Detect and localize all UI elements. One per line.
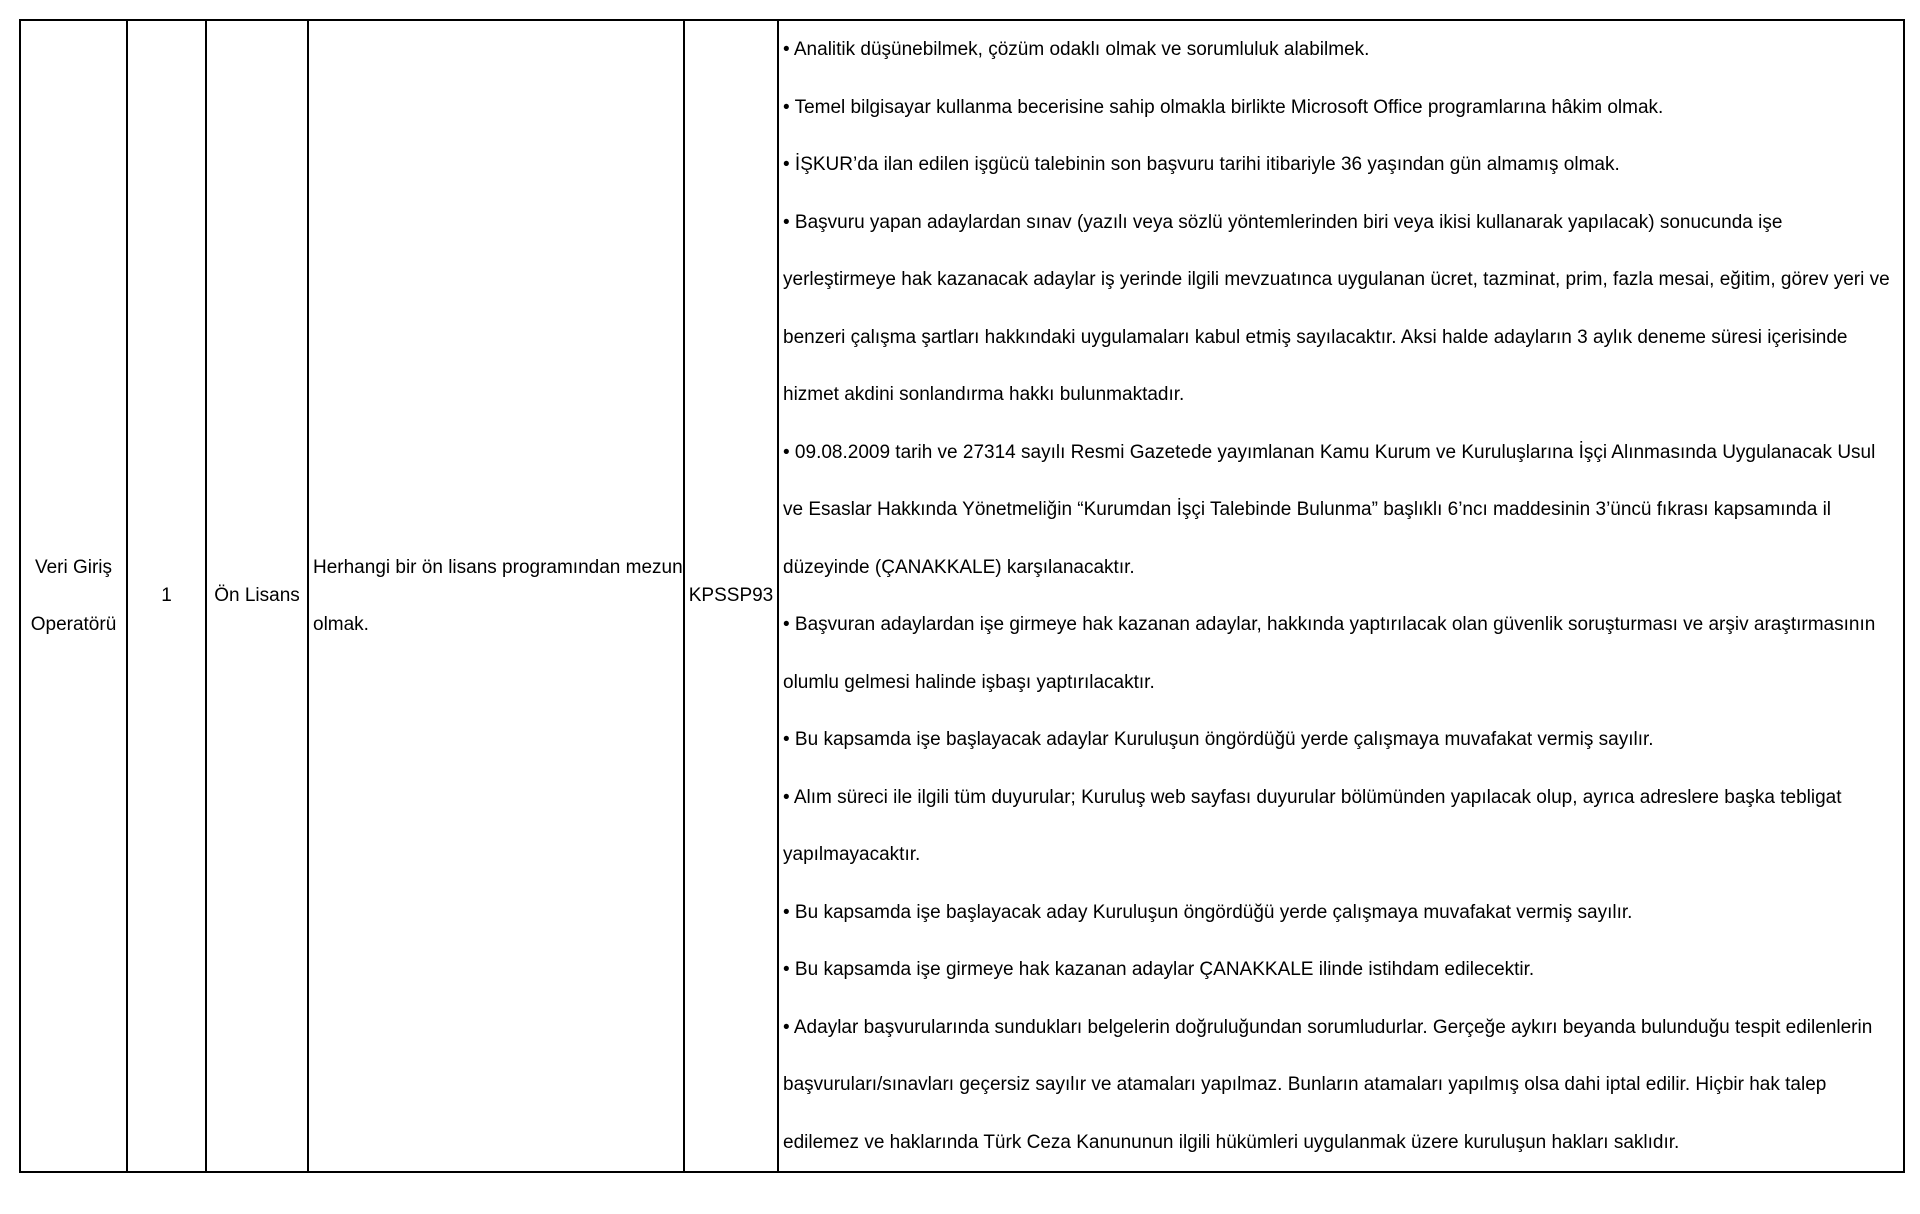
table-row <box>20 20 1904 1172</box>
requirement-item: • Temel bilgisayar kullanma becerisine sahip olmakla birlikte Microsoft Office programlarına hâkim olmak. <box>783 96 1664 118</box>
requirement-item: • Başvuran adaylardan işe girmeye hak kazanan adaylar, hakkında yaptırılacak olan güvenlik soruşturması ve arşiv araştırmasının olumlu gelmesi halinde işbaşı yaptırılacaktır. <box>783 614 1876 693</box>
job-posting-table <box>19 19 1905 1173</box>
requirement-item: • Analitik düşünebilmek, çözüm odaklı olmak ve sorumluluk alabilmek. <box>783 39 1370 60</box>
count-cell: 1 <box>127 20 206 1172</box>
position-cell: Veri Giriş Operatörü <box>20 20 127 1172</box>
requirement-item: • Bu kapsamda işe girmeye hak kazanan adaylar ÇANAKKALE ilinde istihdam edilecektir. <box>783 959 1535 980</box>
program-cell: Herhangi bir ön lisans programından mezun olmak. <box>308 20 684 1172</box>
education-cell: Ön Lisans <box>206 20 308 1172</box>
requirements-cell <box>778 20 1904 1172</box>
exam-cell: KPSSP93 <box>684 20 778 1172</box>
requirement-item: • Başvuru yapan adaylardan sınav (yazılı veya sözlü yöntemlerinden biri veya ikisi kullanarak yapılacak) sonucunda işe yerleştirmeye hak kazanacak adaylar iş yerinde ilgili mevzuatınca uygulanan ücret, tazminat, prim, fazla mesai, eğitim, görev yeri ve benzeri çalışma şartları hakkındaki uygulamaları kabul etmiş sayılacaktır. Aksi halde adayların 3 aylık deneme süresi içerisinde hizmet akdini sonlandırma hakkı bulunmaktadır. <box>783 211 1890 405</box>
requirement-item: • İŞKUR’da ilan edilen işgücü talebinin son başvuru tarihi itibariyle 36 yaşından gün almamış olmak. <box>783 154 1620 175</box>
requirement-item: • Adaylar başvurularında sundukları belgelerin doğruluğundan sorumludurlar. Gerçeğe aykırı beyanda bulunduğu tespit edilenlerin başvuruları/sınavları geçersiz sayılır ve atamaları yapılmaz. Bunların atamaları yapılmış olsa dahi iptal edilir. Hiçbir hak talep edilemez ve haklarında Türk Ceza Kanununun ilgili hükümleri uygulanmak üzere kuruluşun hakları saklıdır. <box>783 1016 1873 1153</box>
requirement-item: • Alım süreci ile ilgili tüm duyurular; Kuruluş web sayfası duyurular bölümünden yapılacak olup, ayrıca adreslere başka tebligat yapılmayacaktır. <box>783 786 1842 865</box>
requirement-item: • Bu kapsamda işe başlayacak aday Kuruluşun öngördüğü yerde çalışmaya muvafakat vermiş sayılır. <box>783 901 1633 923</box>
requirement-item: • Bu kapsamda işe başlayacak adaylar Kuruluşun öngördüğü yerde çalışmaya muvafakat vermiş sayılır. <box>783 729 1654 750</box>
requirement-item: • 09.08.2009 tarih ve 27314 sayılı Resmi Gazetede yayımlanan Kamu Kurum ve Kuruluşlarına İşçi Alınmasında Uygulanacak Usul ve Esaslar Hakkında Yönetmeliğin “Kurumdan İşçi Talebinde Bulunma” başlıklı 6’ncı maddesinin 3’üncü fıkrası kapsamında il düzeyinde (ÇANAKKALE) karşılanacaktır. <box>783 441 1876 578</box>
